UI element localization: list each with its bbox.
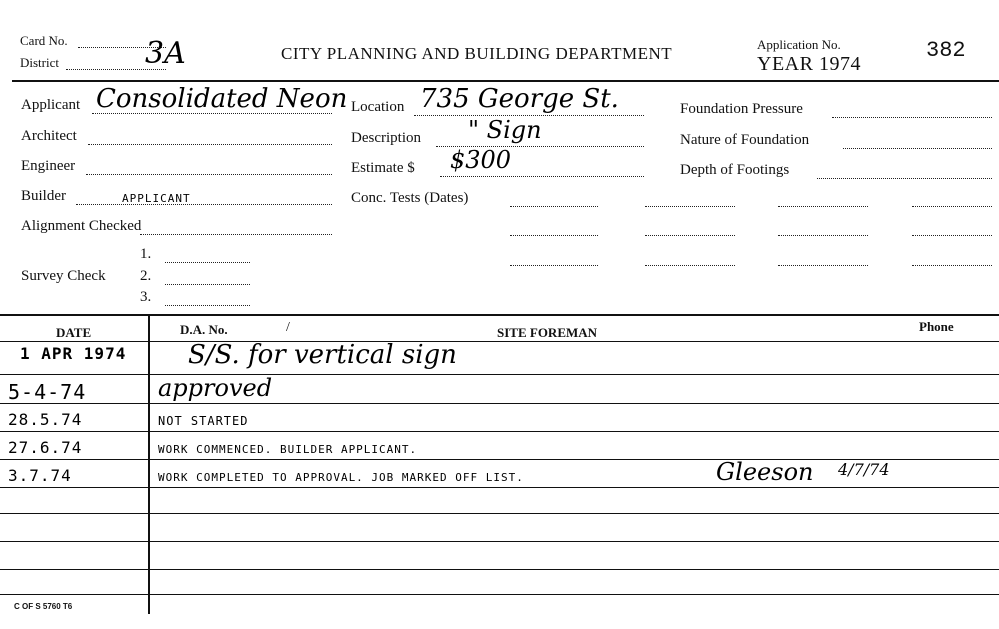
engineer-label: Engineer — [21, 158, 76, 174]
conc-test-blank — [510, 206, 598, 207]
form-title: CITY PLANNING AND BUILDING DEPARTMENT — [281, 44, 673, 63]
estimate-line — [440, 176, 644, 177]
card-no-label: Card No. — [20, 33, 68, 48]
architect-line — [88, 144, 332, 145]
log-date: 3.7.74 — [8, 466, 72, 485]
conc-test-blank — [645, 206, 735, 207]
survey-label: Survey Check — [21, 268, 106, 284]
foundation-pressure-label: Foundation Pressure — [680, 101, 803, 117]
log-row-rule — [0, 569, 999, 570]
log-row-rule — [0, 487, 999, 488]
conc-test-blank — [510, 235, 598, 236]
log-entry: S/S. for vertical sign — [188, 340, 457, 370]
foundation-pressure-line — [832, 117, 992, 118]
builder-line — [76, 204, 332, 205]
estimate-label: Estimate $ — [351, 160, 415, 176]
foreman-header: SITE FOREMAN — [497, 325, 598, 340]
survey-number-3: 3. — [140, 289, 152, 305]
architect-label: Architect — [21, 128, 77, 144]
log-row-rule — [0, 594, 999, 595]
header-rule — [12, 80, 999, 82]
log-date: 5-4-74 — [8, 380, 87, 404]
location-value: 735 George St. — [420, 84, 619, 114]
conc-test-blank — [778, 206, 868, 207]
conc-test-blank — [645, 235, 735, 236]
log-date: 1 APR 1974 — [20, 344, 127, 363]
nature-foundation-label: Nature of Foundation — [680, 132, 810, 148]
log-entry: approved — [158, 374, 273, 402]
description-label: Description — [351, 130, 421, 146]
description-value: " Sign — [468, 116, 542, 144]
log-entry: WORK COMPLETED TO APPROVAL. JOB MARKED OFF LIST. — [158, 471, 524, 484]
applicant-label: Applicant — [21, 97, 81, 113]
survey-line-3 — [165, 305, 250, 306]
location-label: Location — [351, 99, 405, 115]
conc-tests-label: Conc. Tests (Dates) — [351, 190, 469, 206]
alignment-line — [140, 234, 332, 235]
estimate-value: $300 — [450, 146, 512, 174]
district-value: 3A — [145, 36, 186, 71]
log-row-rule — [0, 403, 999, 404]
conc-test-blank — [778, 235, 868, 236]
signature-date: 4/7/74 — [838, 460, 890, 479]
depth-footings-line — [817, 178, 992, 179]
conc-test-blank — [912, 265, 992, 266]
survey-line-1 — [165, 262, 250, 263]
applicant-value: Consolidated Neon — [96, 84, 348, 114]
survey-number-2: 2. — [140, 268, 152, 284]
conc-test-blank — [510, 265, 598, 266]
log-row-rule — [0, 374, 999, 375]
survey-number-1: 1. — [140, 246, 152, 262]
conc-test-blank — [645, 265, 735, 266]
conc-test-blank — [912, 235, 992, 236]
da-slash: / — [286, 320, 290, 335]
log-date: 27.6.74 — [8, 438, 83, 457]
log-entry: WORK COMMENCED. BUILDER APPLICANT. — [158, 443, 418, 456]
log-row-rule — [0, 513, 999, 514]
log-row-rule — [0, 541, 999, 542]
application-no-label: Application No. — [757, 37, 841, 52]
da-header: D.A. No. — [180, 322, 228, 337]
application-no-value: 382 — [926, 38, 966, 63]
conc-test-blank — [912, 206, 992, 207]
depth-footings-label: Depth of Footings — [680, 162, 790, 178]
phone-header: Phone — [919, 319, 954, 334]
builder-label: Builder — [21, 188, 66, 204]
foreman-signature: Gleeson — [716, 458, 814, 486]
log-entry: NOT STARTED — [158, 414, 249, 428]
year-label: YEAR 1974 — [757, 53, 861, 75]
nature-foundation-line — [843, 148, 992, 149]
date-header: DATE — [56, 325, 92, 340]
survey-line-2 — [165, 284, 250, 285]
builder-value: APPLICANT — [122, 192, 191, 205]
alignment-label: Alignment Checked — [21, 218, 142, 234]
log-date: 28.5.74 — [8, 410, 83, 429]
form-code: C OF S 5760 T6 — [14, 602, 73, 611]
log-row-rule — [0, 341, 999, 342]
district-label: District — [20, 55, 59, 70]
log-row-rule — [0, 431, 999, 432]
conc-test-blank — [778, 265, 868, 266]
engineer-line — [86, 174, 332, 175]
